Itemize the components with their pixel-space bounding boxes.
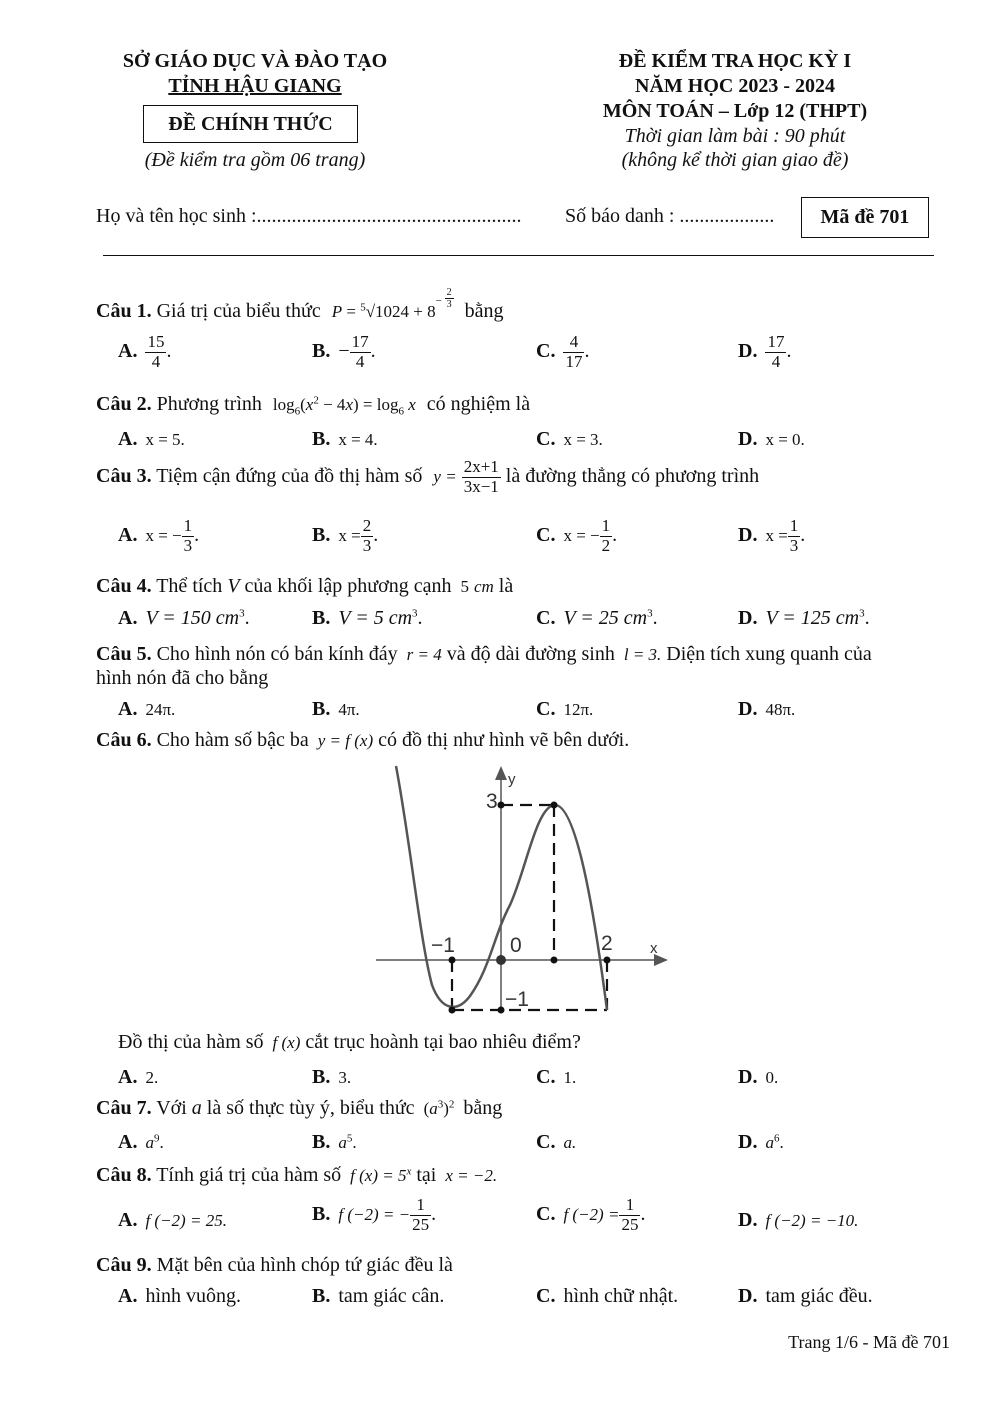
option-letter: C. xyxy=(536,1131,556,1153)
q1-option-a[interactable]: A. $\frac{15}{4}$ . xyxy=(118,332,172,371)
option-letter: D. xyxy=(738,1131,758,1153)
department-name: SỞ GIÁO DỤC VÀ ĐÀO TẠO xyxy=(122,50,388,72)
question-8 xyxy=(96,1164,497,1187)
frac-den: 25 xyxy=(621,1214,639,1234)
exam-code-box: Mã đề 701 xyxy=(801,197,929,238)
q3-option-b[interactable]: B. x = $\frac{2}{3}$ . xyxy=(312,516,379,555)
option-letter: C. xyxy=(536,339,556,362)
option-text: tam giác đều. xyxy=(765,1285,873,1307)
q8-option-b[interactable]: B. f (−2) = − $\frac{1}{25}$ . xyxy=(312,1195,437,1234)
option-letter: D. xyxy=(738,1209,758,1231)
option-letter: C. xyxy=(536,1066,556,1088)
frac-num: 1 xyxy=(410,1196,431,1216)
q6-sub-text-end: cắt trục hoành tại bao nhiêu điểm? xyxy=(305,1031,581,1053)
option-letter: C. xyxy=(536,698,556,720)
q2-option-c[interactable] xyxy=(536,428,603,451)
q7-option-b[interactable]: B. $a^5$. xyxy=(312,1131,357,1153)
q7-label: Câu 7. xyxy=(96,1097,152,1119)
q5-text-end: Diện tích xung quanh của xyxy=(666,643,872,665)
q4-unit: cm xyxy=(473,577,494,596)
option-letter: D. xyxy=(738,523,758,546)
option-prefix: f (−2) = xyxy=(563,1204,620,1224)
q2-option-a[interactable] xyxy=(118,428,185,451)
frac-den: 25 xyxy=(412,1214,430,1234)
option-text: 4π. xyxy=(338,700,360,719)
frac-num: 1 xyxy=(183,516,193,535)
point-x-2 xyxy=(604,957,611,964)
q4-option-c[interactable]: C. V = 25 $cm^3$. xyxy=(536,607,658,629)
option-letter: B. xyxy=(312,523,331,546)
option-letter: C. xyxy=(536,1202,556,1225)
student-name-field: Họ và tên học sinh :..................................................... xyxy=(96,205,522,227)
frac-num: 1 xyxy=(619,1196,640,1216)
time-note: (không kể thời gian giao đề) xyxy=(621,149,849,171)
q2-text-end: có nghiệm là xyxy=(426,393,531,415)
q8-option-d[interactable] xyxy=(738,1209,858,1232)
tick-label-y-minus1: −1 xyxy=(505,988,529,1011)
q4-option-a[interactable]: A. V = 150 $cm^3$. xyxy=(118,607,250,629)
q3-y: y = xyxy=(433,466,457,486)
option-text: hình chữ nhật. xyxy=(563,1285,679,1307)
q1-text: Giá trị của biểu thức xyxy=(156,300,321,322)
option-letter: C. xyxy=(536,1285,556,1307)
exam-title: ĐỀ KIỂM TRA HỌC KỲ I xyxy=(618,50,852,72)
q9-text: Mặt bên của hình chóp tứ giác đều là xyxy=(156,1254,453,1276)
q8-option-c[interactable]: C. f (−2) = $\frac{1}{25}$ . xyxy=(536,1195,646,1234)
question-6 xyxy=(96,729,629,752)
frac-num: 2 xyxy=(362,516,372,535)
q2-option-d[interactable] xyxy=(738,428,805,451)
q7-text-mid: là số thực tùy ý, biểu thức xyxy=(206,1097,415,1119)
point-x-1 xyxy=(551,957,558,964)
q9-option-d[interactable] xyxy=(738,1285,873,1308)
q2-label: Câu 2. xyxy=(96,393,152,415)
option-letter: D. xyxy=(738,339,758,362)
q6-option-b[interactable] xyxy=(312,1066,351,1089)
q4-text: Thể tích xyxy=(156,575,223,597)
option-text: x = 3. xyxy=(563,430,603,449)
student-id-field: Số báo danh : ................... xyxy=(565,205,775,227)
header-divider xyxy=(103,255,934,256)
frac-den: 3 xyxy=(183,535,193,555)
x-axis-label: x xyxy=(650,940,658,957)
option-text: V = 150 cm xyxy=(145,607,240,629)
point-x-minus1 xyxy=(449,957,456,964)
option-letter: B. xyxy=(312,428,331,450)
question-3 xyxy=(96,458,759,496)
q8-label: Câu 8. xyxy=(96,1164,152,1186)
origin-label: 0 xyxy=(510,934,522,957)
y-axis-label: y xyxy=(508,771,516,788)
option-prefix: f (−2) = − xyxy=(338,1204,411,1224)
q9-option-b[interactable] xyxy=(312,1285,444,1308)
frac-den: 4 xyxy=(151,351,161,371)
q5-label: Câu 5. xyxy=(96,643,152,665)
time-limit: Thời gian làm bài : 90 phút xyxy=(624,125,846,147)
q2-option-b[interactable] xyxy=(312,428,378,451)
q9-option-a[interactable] xyxy=(118,1285,241,1308)
option-letter: C. xyxy=(536,607,556,629)
option-letter: A. xyxy=(118,1285,138,1307)
q1-option-b[interactable]: B. − $\frac{17}{4}$ . xyxy=(312,332,376,371)
q4-option-d[interactable]: D. V = 125 $cm^3$. xyxy=(738,607,870,629)
q3-function-fraction xyxy=(462,458,501,496)
option-letter: A. xyxy=(118,339,138,362)
q6-option-c[interactable] xyxy=(536,1066,576,1089)
question-7 xyxy=(96,1097,502,1120)
tick-label-x2: 2 xyxy=(601,932,613,955)
option-letter: D. xyxy=(738,698,758,720)
option-letter: B. xyxy=(312,698,331,720)
frac-num: 1 xyxy=(601,516,611,535)
frac-den: 2 xyxy=(601,535,611,555)
cubic-function-graph xyxy=(370,760,670,1015)
option-letter: A. xyxy=(118,523,138,546)
point-y-minus1 xyxy=(498,1007,505,1014)
option-text: 1. xyxy=(563,1068,577,1087)
q8-text-mid: tại xyxy=(416,1164,437,1186)
option-letter: B. xyxy=(312,1202,331,1225)
option-letter: D. xyxy=(738,607,758,629)
official-exam-badge: ĐỀ CHÍNH THỨC xyxy=(143,105,358,143)
q8-text: Tính giá trị của hàm số xyxy=(156,1164,342,1186)
q3-text-end: là đường thẳng có phương trình xyxy=(505,464,760,487)
option-text: x = 5. xyxy=(145,430,185,449)
option-text: V = 5 cm xyxy=(338,607,413,629)
option-text: a. xyxy=(563,1133,577,1152)
pages-note: (Đề kiểm tra gồm 06 trang) xyxy=(144,149,366,171)
q1-option-d[interactable]: D. $\frac{17}{4}$ . xyxy=(738,332,792,371)
page-footer: Trang 1/6 - Mã đề 701 xyxy=(788,1332,950,1352)
option-letter: B. xyxy=(312,1131,331,1153)
q6-subquestion xyxy=(118,1031,581,1054)
q7-option-d[interactable]: D. $a^6$. xyxy=(738,1131,784,1153)
option-prefix: x = − xyxy=(563,525,600,545)
option-letter: A. xyxy=(118,698,138,720)
frac-num: 17 xyxy=(351,332,369,351)
frac-den: 4 xyxy=(771,351,781,371)
frac-den: 3 xyxy=(789,535,799,555)
q7-text-end: bằng xyxy=(463,1097,503,1119)
q7-text: Với xyxy=(156,1097,187,1119)
frac-num: 1 xyxy=(789,516,799,535)
q5-slant: l = 3. xyxy=(623,645,662,664)
origin-point xyxy=(496,955,506,965)
q3-label: Câu 3. xyxy=(96,464,152,487)
q6-option-a[interactable] xyxy=(118,1066,158,1089)
option-letter: B. xyxy=(312,1066,331,1088)
q4-edge: 5 xyxy=(460,577,469,596)
option-text: 48π. xyxy=(765,700,796,719)
school-year: NĂM HỌC 2023 - 2024 xyxy=(635,75,835,97)
frac-num: 4 xyxy=(563,333,584,353)
q9-label: Câu 9. xyxy=(96,1254,152,1276)
option-letter: A. xyxy=(118,1131,138,1153)
frac-num: 2x+1 xyxy=(463,457,499,476)
frac-den: 4 xyxy=(355,351,365,371)
question-2 xyxy=(96,393,530,417)
q4-label: Câu 4. xyxy=(96,575,152,597)
q3-option-c[interactable]: C. x = − $\frac{1}{2}$ . xyxy=(536,516,618,555)
option-letter: A. xyxy=(118,1209,138,1231)
q4-option-b[interactable]: B. V = 5 $cm^3$. xyxy=(312,607,423,629)
q6-label: Câu 6. xyxy=(96,729,152,751)
option-text: x = 0. xyxy=(765,430,805,449)
q6-option-d[interactable] xyxy=(738,1066,778,1089)
q4-text-mid: của khối lập phương cạnh xyxy=(244,575,452,597)
q3-option-a[interactable]: A. x = − $\frac{1}{3}$ . xyxy=(118,516,200,555)
question-4 xyxy=(96,575,513,598)
q7-option-a[interactable]: A. $a^9$. xyxy=(118,1131,164,1153)
local-min-point xyxy=(449,1007,456,1014)
minus-sign: − xyxy=(338,339,350,362)
q5-option-c[interactable] xyxy=(536,698,593,721)
q6-sub-text: Đồ thị của hàm số xyxy=(118,1031,264,1053)
q3-option-d[interactable]: D. x = $\frac{1}{3}$ . xyxy=(738,516,806,555)
q5-radius: r = 4 xyxy=(406,645,442,664)
q5-option-b[interactable] xyxy=(312,698,360,721)
option-letter: A. xyxy=(118,1066,138,1088)
q4-text-end: là xyxy=(498,575,514,597)
frac-den: 17 xyxy=(565,351,583,371)
guide-lines xyxy=(452,805,607,1010)
option-text: 2. xyxy=(145,1068,159,1087)
option-prefix: x = xyxy=(338,525,361,545)
tick-label-y3: 3 xyxy=(486,790,498,813)
subject-line: MÔN TOÁN – Lớp 12 (THPT) xyxy=(602,100,868,122)
option-text: V = 125 cm xyxy=(765,607,860,629)
option-text: tam giác cân. xyxy=(338,1285,445,1307)
frac-num: 17 xyxy=(767,332,785,351)
option-letter: C. xyxy=(536,428,556,450)
option-letter: C. xyxy=(536,523,556,546)
option-text: f (−2) = −10. xyxy=(765,1211,859,1230)
option-letter: B. xyxy=(312,1285,331,1307)
option-text: 24π. xyxy=(145,700,176,719)
q5-option-d[interactable] xyxy=(738,698,795,721)
option-prefix: x = − xyxy=(145,525,182,545)
option-letter: A. xyxy=(118,428,138,450)
q1-text-end: bằng xyxy=(464,300,504,322)
option-letter: D. xyxy=(738,1285,758,1307)
frac-den: 3x−1 xyxy=(463,476,499,496)
q1-expression: $P = ^5√1024 + 8^{- \frac{2}{3}}$ xyxy=(331,287,452,321)
q6-func: y = f (x) xyxy=(317,731,374,750)
question-1 xyxy=(96,287,504,323)
frac-num: 15 xyxy=(147,332,165,351)
point-y-3 xyxy=(498,802,505,809)
option-letter: D. xyxy=(738,1066,758,1088)
q8-at: x = −2. xyxy=(445,1166,498,1185)
q6-sub-func: f (x) xyxy=(272,1033,301,1052)
q8-func-text: f (x) = 5 xyxy=(350,1166,407,1185)
q6-text-end: có đồ thị như hình vẽ bên dưới. xyxy=(378,729,630,751)
question-5 xyxy=(96,643,872,666)
y-axis-arrow-icon xyxy=(495,766,507,780)
q9-option-c[interactable] xyxy=(536,1285,678,1308)
province-name: TỈNH HẬU GIANG xyxy=(168,75,342,97)
tick-label-x-minus1: −1 xyxy=(431,934,455,957)
local-max-point xyxy=(551,802,558,809)
q7-option-c[interactable] xyxy=(536,1131,576,1154)
q8-option-a[interactable] xyxy=(118,1209,227,1232)
q2-text: Phương trình xyxy=(156,393,262,415)
q7-var: a xyxy=(191,1097,202,1119)
frac-den: 3 xyxy=(362,535,372,555)
option-text: x = 4. xyxy=(338,430,378,449)
q2-equation: $\log_6(x^2 - 4x) = \log_6 x$ xyxy=(272,394,416,418)
option-letter: B. xyxy=(312,607,331,629)
option-prefix: x = xyxy=(765,525,788,545)
option-text: hình vuông. xyxy=(145,1285,242,1307)
q5-text-mid: và độ dài đường sinh xyxy=(446,643,615,665)
q7-expression: $(a^3)^2$ xyxy=(423,1098,455,1118)
question-9 xyxy=(96,1254,453,1277)
q3-text: Tiệm cận đứng của đồ thị hàm số xyxy=(156,464,423,487)
q8-function: f $(x) = 5^x$ xyxy=(350,1165,412,1185)
option-text: 12π. xyxy=(563,700,594,719)
q1-label: Câu 1. xyxy=(96,300,152,322)
option-letter: D. xyxy=(738,428,758,450)
q4-var: V xyxy=(227,575,240,597)
option-text: V = 25 cm xyxy=(563,607,648,629)
q1-option-c[interactable]: C. $\frac{4}{17}$ . xyxy=(536,332,590,371)
q5-text-line2: hình nón đã cho bằng xyxy=(96,667,269,689)
q5-text: Cho hình nón có bán kính đáy xyxy=(156,643,398,665)
q6-text: Cho hàm số bậc ba xyxy=(156,729,309,751)
option-letter: A. xyxy=(118,607,138,629)
option-text: 3. xyxy=(338,1068,352,1087)
option-text: f (−2) = 25. xyxy=(145,1211,227,1230)
option-letter: B. xyxy=(312,339,331,362)
q5-option-a[interactable] xyxy=(118,698,175,721)
option-text: 0. xyxy=(765,1068,779,1087)
